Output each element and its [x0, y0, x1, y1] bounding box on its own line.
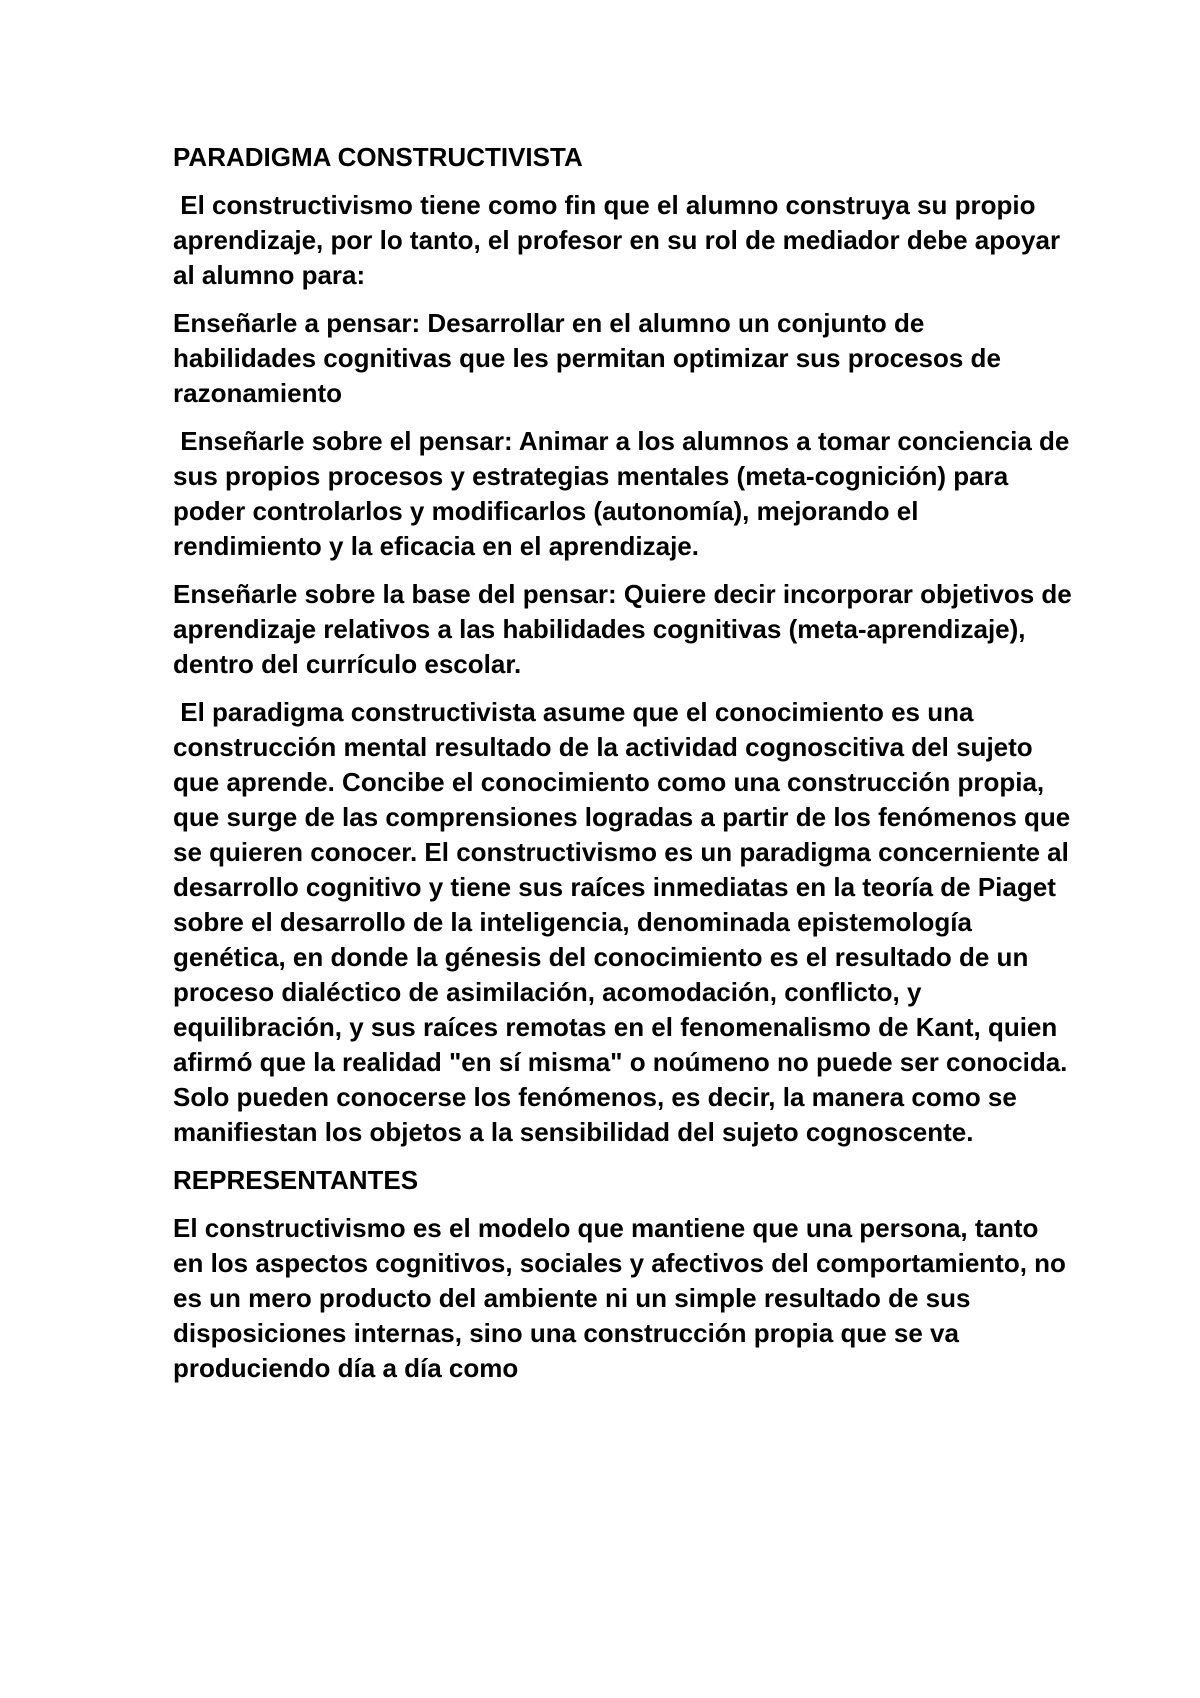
document-title: PARADIGMA CONSTRUCTIVISTA [173, 142, 583, 172]
paragraph-ensenarle-sobre-la-base: Enseñarle sobre la base del pensar: Quiere decir incorporar objetivos de aprendizaje relativos a las habilidades cognitivas (meta-aprendizaje), dentro del currículo escolar. [173, 579, 1079, 679]
paragraph-paradigma-constructivista: El paradigma constructivista asume que el conocimiento es una construcción mental resultado de la actividad cognoscitiva del sujeto que aprende. Concibe el conocimiento como una construcción propia, que surge de las comprensiones logradas a partir de los fenómenos que se quieren conocer. El constructivismo es un paradigma concerniente al desarrollo cognitivo y tiene sus raíces inmediatas en la teoría de Piaget sobre el desarrollo de la inteligencia, denominada epistemología genética, en donde la génesis del conocimiento es el resultado de un proceso dialéctico de asimilación, acomodación, conflicto, y equilibración, y sus raíces remotas en el fenomenalismo de Kant, quien afirmó que la realidad "en sí misma" o noúmeno no puede ser conocida. Solo pueden conocerse los fenómenos, es decir, la manera como se manifiestan los objetos a la sensibilidad del sujeto cognoscente. [173, 697, 1078, 1147]
paragraph-intro: El constructivismo tiene como fin que el alumno construya su propio aprendizaje, por lo tanto, el profesor en su rol de mediador debe apoyar al alumno para: [173, 190, 1068, 290]
paragraph-representantes: El constructivismo es el modelo que mantiene que una persona, tanto en los aspectos cognitivos, sociales y afectivos del comportamiento, no es un mero producto del ambiente ni un simple resultado de sus disposiciones internas, sino una construcción propia que se va produciendo día a día como [173, 1213, 1074, 1383]
document-page [173, 140, 1079, 1399]
paragraph-ensenarle-a-pensar: Enseñarle a pensar: Desarrollar en el alumno un conjunto de habilidades cognitivas que les permitan optimizar sus procesos de razonamiento [173, 308, 1009, 408]
paragraph-ensenarle-sobre-el-pensar: Enseñarle sobre el pensar: Animar a los alumnos a tomar conciencia de sus propios procesos y estrategias mentales (meta-cognición) para poder controlarlos y modificarlos (autonomía), mejorando el rendimiento y la eficacia en el aprendizaje. [173, 426, 1077, 561]
section-heading-representantes: REPRESENTANTES [173, 1165, 419, 1195]
